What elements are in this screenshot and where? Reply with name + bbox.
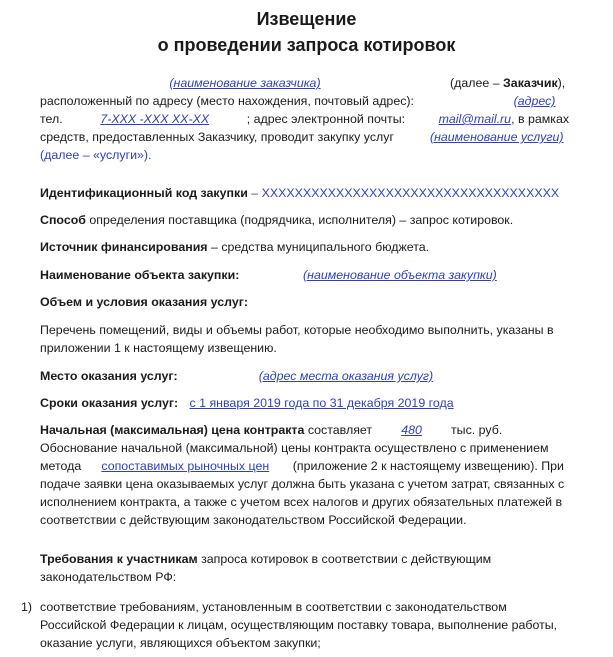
requirements-label: Требования к участникам bbox=[40, 552, 198, 566]
contact-line bbox=[40, 110, 569, 128]
customer-tail-c: ), bbox=[557, 76, 566, 90]
list-item-line-3: оказание услуги, являющихся объектом закупки; bbox=[40, 636, 321, 650]
place-label: Место оказания услуг: bbox=[40, 369, 178, 383]
price-text: составляет bbox=[304, 423, 373, 437]
customer-line bbox=[40, 74, 565, 92]
requirements-text-2: законодательством РФ: bbox=[40, 570, 177, 584]
funds-line bbox=[40, 128, 563, 146]
email-field[interactable]: mail@mail.ru bbox=[438, 112, 512, 126]
services-field[interactable]: (наименование услуги) bbox=[429, 130, 564, 144]
place-field[interactable]: (адрес места оказания услуг) bbox=[258, 369, 434, 383]
price-basis-1: Обоснование начальной (максимальной) цены контракта осуществлено с применением bbox=[40, 441, 549, 455]
document-title-line-2: о проведении запроса котировок bbox=[157, 35, 456, 55]
price-field[interactable]: 480 bbox=[401, 423, 422, 437]
price-line-5: соответствии с действующим законодательством Российской Федерации. bbox=[40, 513, 467, 527]
price-line bbox=[40, 421, 502, 439]
method-text: определения поставщика (подрядчика, исполнителя) – запрос котировок. bbox=[85, 213, 514, 227]
method-label: Способ bbox=[40, 213, 86, 227]
procurement-id-line bbox=[40, 184, 559, 202]
price-unit: тыс. руб. bbox=[450, 423, 503, 437]
address-field[interactable]: (адрес) bbox=[513, 94, 556, 108]
services-tail: (далее – «услуги»). bbox=[40, 148, 152, 162]
document-title-line-1: Извещение bbox=[256, 9, 357, 29]
price-method-prefix: метода bbox=[40, 459, 82, 473]
term-label: Сроки оказания услуг: bbox=[40, 396, 179, 410]
price-method-tail: (приложение 2 к настоящему извещению). При bbox=[292, 459, 564, 473]
funding-source-line bbox=[40, 238, 429, 256]
volume-text-2: приложении 1 к настоящему извещению. bbox=[40, 341, 277, 355]
term-field[interactable]: с 1 января 2019 года по 31 декабря 2019 года bbox=[189, 396, 454, 410]
requirements-line bbox=[40, 550, 491, 568]
list-item-number: 1) bbox=[21, 600, 33, 614]
place-line bbox=[40, 367, 433, 385]
customer-tail-b: Заказчик bbox=[503, 76, 558, 90]
phone-label: тел. bbox=[40, 112, 63, 126]
procurement-id-value: – XXXXXXXXXXXXXXXXXXXXXXXXXXXXXXXXXXXX bbox=[247, 186, 560, 200]
address-prefix: расположенный по адресу (место нахождения, почтовый адрес): bbox=[40, 94, 414, 108]
customer-name-field[interactable]: (наименование заказчика) bbox=[169, 76, 321, 90]
volume-text-1: Перечень помещений, виды и объемы работ, которые необходимо выполнить, указаны в bbox=[40, 323, 554, 337]
price-method-field[interactable]: сопоставимых рыночных цен bbox=[101, 459, 270, 473]
object-label: Наименование объекта закупки: bbox=[40, 268, 240, 282]
price-line-4: исполнением контракта, а также с учетом всех налогов и других обязательных платежей в bbox=[40, 495, 563, 509]
price-method-line bbox=[40, 457, 564, 475]
object-line bbox=[40, 266, 497, 284]
funding-source-label: Источник финансирования bbox=[40, 240, 208, 254]
object-field[interactable]: (наименование объекта закупки) bbox=[303, 268, 497, 282]
phone-field[interactable]: 7-XXX -XXX XX-XX bbox=[100, 112, 210, 126]
customer-tail-a: (далее – bbox=[450, 76, 504, 90]
address-line bbox=[40, 92, 555, 110]
volume-label: Объем и условия оказания услуг: bbox=[40, 295, 249, 309]
term-line bbox=[40, 394, 454, 412]
procurement-id-label: Идентификационный код закупки bbox=[40, 186, 248, 200]
list-item-line-1: соответствие требованиям, установленным в соответствии с законодательством bbox=[40, 600, 507, 614]
email-label: ; адрес электронной почты: bbox=[246, 112, 406, 126]
list-item-line-2: Российской Федерации к лицам, осуществляющим поставку товара, выполнение работы, bbox=[40, 618, 558, 632]
price-line-3: подаче заявки цена оказываемых услуг должна быть указана с учетом затрат, связанных с bbox=[40, 477, 565, 491]
funding-source-text: – средства муниципального бюджета. bbox=[207, 240, 430, 254]
funds-text: средств, предоставленных Заказчику, проводит закупку услуг bbox=[40, 130, 395, 144]
price-label: Начальная (максимальная) цена контракта bbox=[40, 423, 305, 437]
method-line bbox=[40, 211, 513, 229]
requirements-text: запроса котировок в соответствии с действующим bbox=[197, 552, 492, 566]
email-tail: , в рамках bbox=[511, 112, 570, 126]
